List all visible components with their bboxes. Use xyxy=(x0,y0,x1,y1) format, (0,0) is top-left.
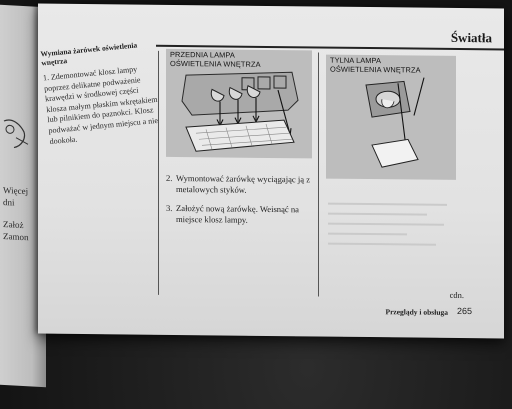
hand-tool-illustration xyxy=(2,113,32,155)
step-number: 2. xyxy=(166,172,173,183)
procedure-heading: Wymiana żarówek oświetlenia wnętrza xyxy=(40,40,138,68)
manual-page xyxy=(38,4,504,339)
left-page-fragment: Założ xyxy=(3,218,24,231)
left-column xyxy=(40,39,164,147)
step-text: Założyć nową żarówkę. Weisnąć na miejsce klosz lampy. xyxy=(176,203,299,225)
steps-list xyxy=(166,173,316,235)
step-number: 3. xyxy=(166,202,173,213)
section-title: Światła xyxy=(450,29,492,46)
rear-lamp-label-line2: OŚWIETLENIA WNĘTRZA xyxy=(330,64,421,75)
front-lamp-figure xyxy=(166,49,312,159)
left-page-fragment: Zamon xyxy=(3,230,29,243)
continuation-note: cdn. xyxy=(449,289,464,301)
step-1-text: 1. Zdemontować klosz lampy poprzez delikatne podważenie krawędzi w środkowej części klosza małym płaskim wkrętakiem lub pilnikiem do paznokci. Klosz podważać w jednym miejscu a nie dookoła. xyxy=(42,64,159,146)
page-number: 265 xyxy=(456,305,472,317)
front-lamp-label-line2: OŚWIETLENIA WNĘTRZA xyxy=(170,58,261,69)
show-through-text xyxy=(328,203,460,268)
left-page-fragment: dni xyxy=(3,196,15,208)
column-divider xyxy=(158,51,159,295)
footer-section-label: Przeglądy i obsługa xyxy=(385,307,448,317)
step-item xyxy=(166,203,316,227)
front-lamp-label-line1: PRZEDNIA LAMPA xyxy=(170,49,235,60)
column-divider xyxy=(318,52,319,296)
front-lamp-drawing xyxy=(166,49,312,159)
rear-lamp-figure xyxy=(326,55,456,180)
rear-lamp-drawing xyxy=(326,55,456,180)
step-item xyxy=(166,173,316,197)
rear-lamp-label-line1: TYLNA LAMPA xyxy=(330,55,382,66)
step-text: Wymontować żarówkę wyciągając ją z metalowych styków. xyxy=(176,173,311,195)
left-page-fragment: Więcej xyxy=(3,184,29,197)
